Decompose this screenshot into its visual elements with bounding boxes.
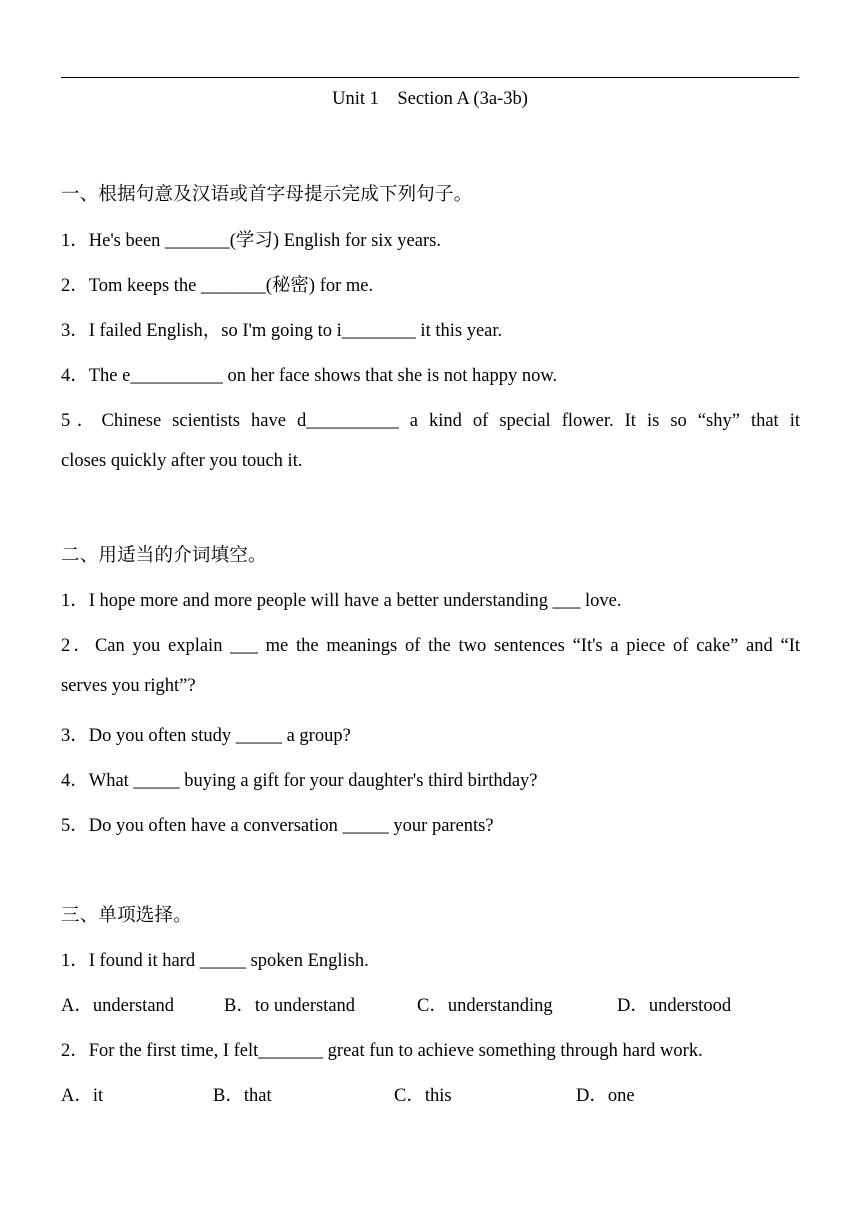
section-1-item-5-continued: closes quickly after you touch it. — [61, 451, 303, 471]
section-3-question-2: 2．For the first time, I felt_______ great fun to achieve something through hard work. — [61, 1041, 703, 1061]
option-b: B．that — [213, 1086, 272, 1106]
option-c: C．this — [394, 1086, 452, 1106]
section-2-item-4: 4．What _____ buying a gift for your daughter's third birthday? — [61, 771, 538, 791]
section-1-heading: 一、根据句意及汉语或首字母提示完成下列句子。 — [61, 185, 473, 205]
section-2-heading: 二、用适当的介词填空。 — [61, 546, 267, 566]
section-1-item-1: 1．He's been _______(学习) English for six years. — [61, 231, 441, 251]
option-a: A．understand — [61, 996, 175, 1016]
section-1-item-4: 4．The e__________ on her face shows that she is not happy now. — [61, 366, 558, 386]
section-3-question-1: 1．I found it hard _____ spoken English. — [61, 951, 369, 971]
section-2-item-5: 5．Do you often have a conversation _____ your parents? — [61, 816, 494, 836]
option-d: D．one — [576, 1086, 635, 1106]
page-title: Unit 1 Section A (3a-3b) — [332, 89, 528, 109]
option-c: C．understanding — [417, 996, 553, 1016]
section-1-item-2: 2．Tom keeps the _______(秘密) for me. — [61, 276, 374, 296]
option-a: A．it — [61, 1086, 104, 1106]
question-1-options — [61, 991, 800, 1017]
section-1-item-3: 3．I failed English，so I'm going to i________ it this year. — [61, 321, 503, 341]
section-2-item-3: 3．Do you often study _____ a group? — [61, 726, 351, 746]
header-rule — [61, 77, 799, 78]
section-3-heading: 三、单项选择。 — [61, 906, 192, 926]
section-2-item-2-continued: serves you right”? — [61, 676, 196, 696]
section-2-item-1: 1．I hope more and more people will have a better understanding ___ love. — [61, 591, 622, 611]
option-b: B．to understand — [224, 996, 356, 1016]
section-1-item-5: 5．Chinese scientists have d__________ a kind of special flower. It is so “shy” that it — [61, 411, 800, 431]
option-d: D．understood — [617, 996, 732, 1016]
question-2-options — [61, 1081, 800, 1107]
section-2-item-2: 2．Can you explain ___ me the meanings of the two sentences “It's a piece of cake” and “It — [61, 636, 800, 656]
